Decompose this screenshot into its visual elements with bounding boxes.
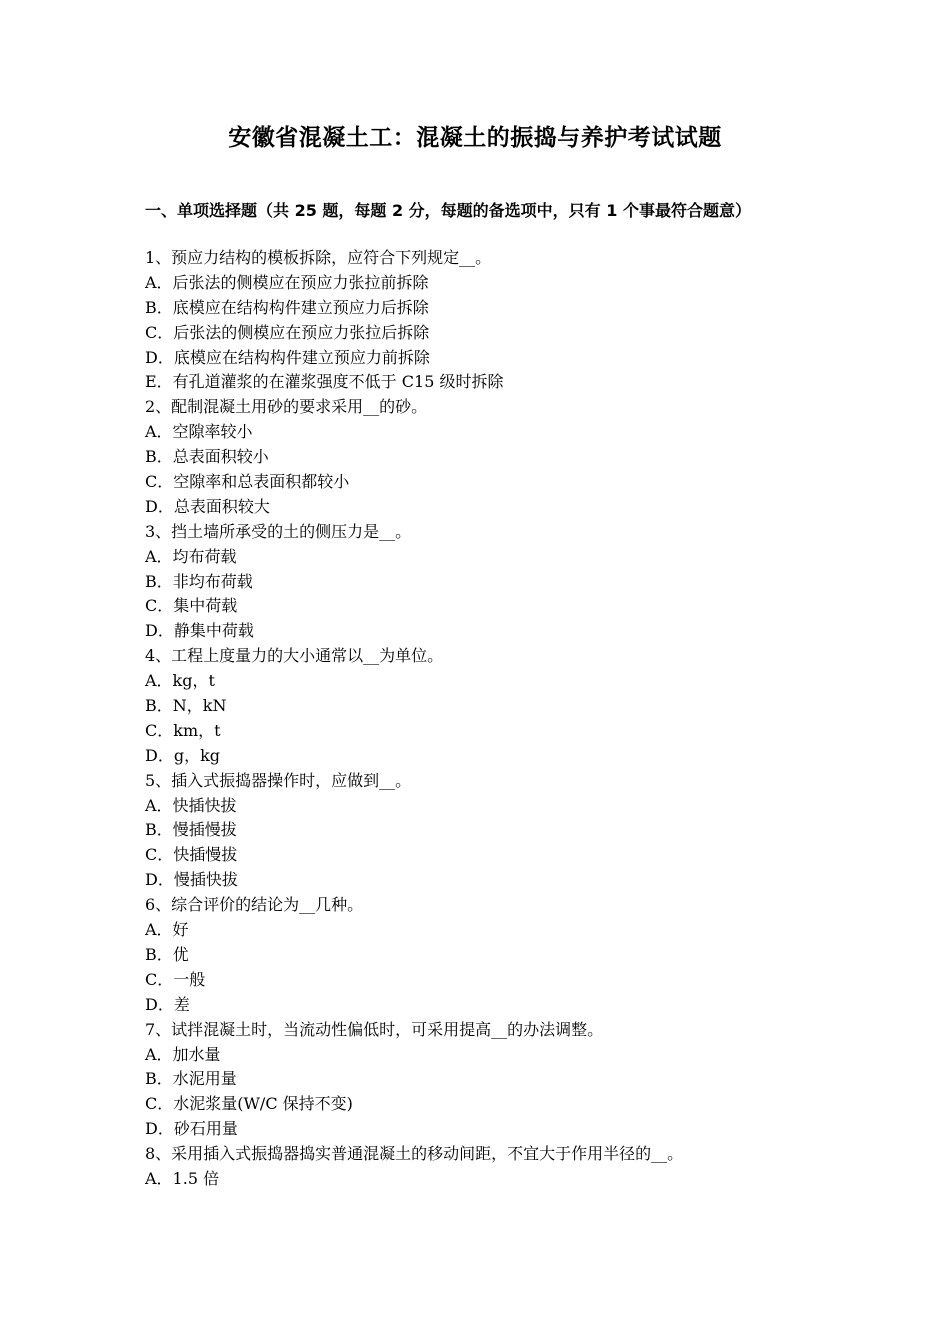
answer-option: D．底模应在结构构件建立预应力前拆除 [145,347,430,367]
answer-option: A．快插快拔 [145,795,237,815]
answer-option: C．km，t [145,720,221,740]
answer-option: A．空隙率较小 [145,422,253,442]
answer-option: B．总表面积较小 [145,447,269,467]
answer-option: B．N，kN [145,696,227,716]
answer-option: A．均布荷载 [145,546,237,566]
answer-option: A．好 [145,920,189,940]
answer-option: E．有孔道灌浆的在灌浆强度不低于 C15 级时拆除 [145,372,504,392]
question-stem: 8、采用插入式振捣器捣实普通混凝土的移动间距，不宜大于作用半径的__。 [145,1144,684,1164]
answer-option: C．一般 [145,969,206,989]
answer-option: D．总表面积较大 [145,496,270,516]
answer-option: B．非均布荷载 [145,571,253,591]
question-stem: 7、试拌混凝土时，当流动性偏低时，可采用提高__的办法调整。 [145,1019,604,1039]
answer-option: C．水泥浆量(W/C 保持不变) [145,1094,353,1114]
question-stem: 5、插入式振捣器操作时，应做到__。 [145,770,412,790]
answer-option: A．后张法的侧模应在预应力张拉前拆除 [145,272,429,292]
question-stem: 2、配制混凝土用砂的要求采用__的砂。 [145,397,428,417]
answer-option: B．底模应在结构构件建立预应力后拆除 [145,297,429,317]
answer-option: A．kg，t [145,671,215,691]
answer-option: C．空隙率和总表面积都较小 [145,472,350,492]
question-stem: 3、挡土墙所承受的土的侧压力是__。 [145,521,412,541]
question-stem: 1、预应力结构的模板拆除，应符合下列规定__。 [145,248,492,267]
answer-option: A．加水量 [145,1044,221,1064]
section-heading: 一、单项选择题（共 25 题，每题 2 分，每题的备选项中，只有 1 个事最符合题意） [145,201,751,220]
answer-option: B．慢插慢拔 [145,820,237,840]
answer-option: C．集中荷载 [145,596,238,616]
answer-option: D．g，kg [145,745,221,765]
answer-option: A．1.5 倍 [145,1168,220,1188]
answer-option: C．快插慢拔 [145,845,238,865]
document-title: 安徽省混凝土工：混凝土的振捣与养护考试试题 [228,125,722,151]
answer-option: D．静集中荷载 [145,621,254,641]
question-stem: 6、综合评价的结论为__几种。 [145,895,364,915]
answer-option: D．砂石用量 [145,1119,238,1139]
answer-option: D．慢插快拔 [145,870,238,890]
answer-option: B．优 [145,944,189,964]
question-stem: 4、工程上度量力的大小通常以__为单位。 [145,646,444,666]
question-list [145,246,825,1192]
answer-option: B．水泥用量 [145,1069,237,1089]
answer-option: D．差 [145,994,190,1014]
answer-option: C．后张法的侧模应在预应力张拉后拆除 [145,322,430,342]
